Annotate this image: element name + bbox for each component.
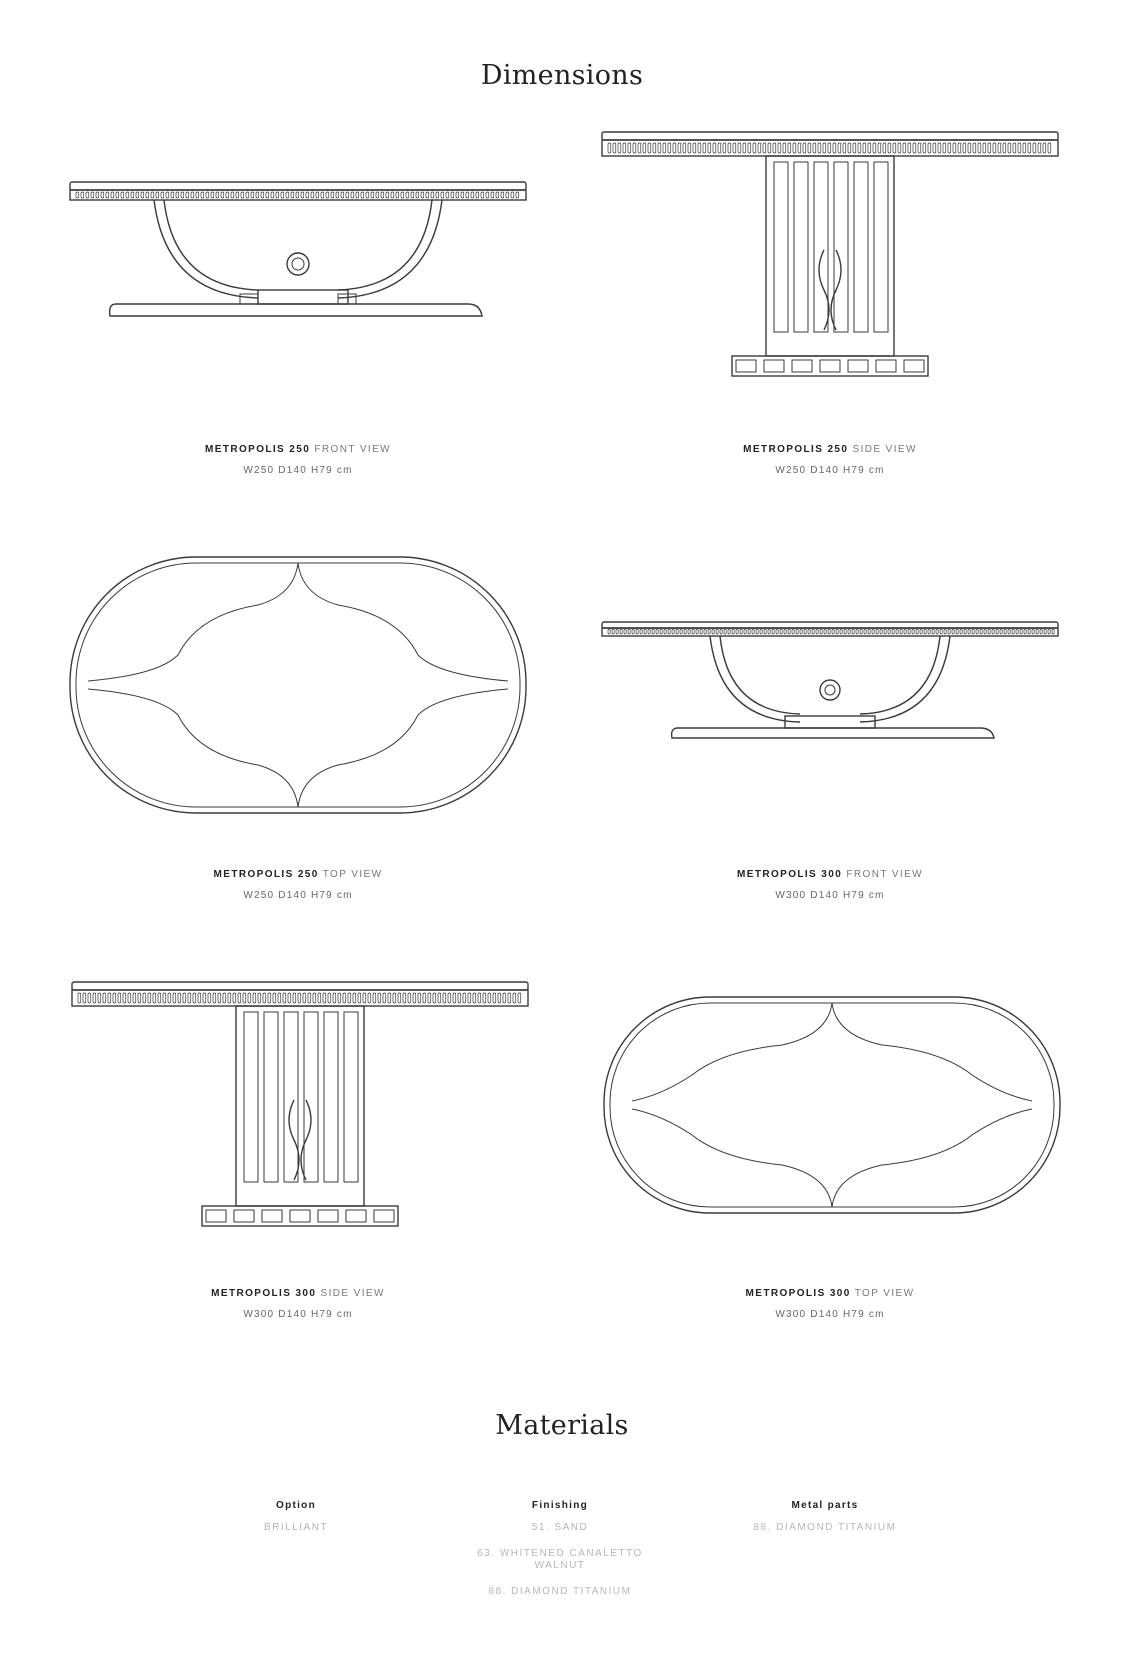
- caption-view: TOP VIEW: [322, 869, 383, 880]
- caption-dims: W250 D140 H79 cm: [243, 465, 353, 476]
- side-base-blocks: [736, 360, 924, 372]
- caption-view: FRONT VIEW: [846, 869, 923, 880]
- caption-dims: W300 D140 H79 cm: [775, 1309, 885, 1320]
- materials-column-option: [186, 1500, 406, 1548]
- caption-view: FRONT VIEW: [314, 444, 391, 455]
- caption-model: METROPOLIS 300: [737, 869, 843, 880]
- materials-column-metal-parts: [715, 1500, 935, 1548]
- caption-metropolis-300-side: [68, 1287, 528, 1322]
- metropolis-300-front-view-drawing: [600, 620, 1060, 750]
- caption-metropolis-250-top: [68, 868, 528, 903]
- materials-heading: Metal parts: [791, 1500, 859, 1511]
- caption-metropolis-250-side: [600, 443, 1060, 478]
- caption-view: SIDE VIEW: [320, 1288, 385, 1299]
- materials-column-finishing: [450, 1500, 670, 1612]
- caption-model: METROPOLIS 250: [205, 444, 311, 455]
- material-value[interactable]: BRILLIANT: [263, 1522, 329, 1533]
- material-value[interactable]: 51. SAND: [531, 1522, 589, 1533]
- caption-model: METROPOLIS 250: [213, 869, 319, 880]
- metropolis-300-top-view-drawing: [602, 995, 1062, 1215]
- caption-dims: W250 D140 H79 cm: [243, 890, 353, 901]
- caption-metropolis-300-top: [600, 1287, 1060, 1322]
- metropolis-250-front-view-drawing: [68, 180, 528, 330]
- caption-model: METROPOLIS 300: [211, 1288, 317, 1299]
- metropolis-250-side-view-drawing: [600, 130, 1060, 390]
- caption-model: METROPOLIS 250: [743, 444, 849, 455]
- materials-title: Materials: [495, 1410, 629, 1441]
- caption-dims: W300 D140 H79 cm: [775, 890, 885, 901]
- material-value[interactable]: 88. DIAMOND TITANIUM: [753, 1522, 897, 1533]
- material-value[interactable]: 63. WHITENED CANALETTO WALNUT: [477, 1548, 643, 1571]
- dimensions-title: Dimensions: [480, 60, 644, 91]
- metropolis-300-side-view-drawing: [70, 980, 530, 1240]
- caption-metropolis-300-front: [600, 868, 1060, 903]
- caption-metropolis-250-front: [68, 443, 528, 478]
- caption-dims: W300 D140 H79 cm: [243, 1309, 353, 1320]
- caption-dims: W250 D140 H79 cm: [775, 465, 885, 476]
- material-value[interactable]: 88. DIAMOND TITANIUM: [488, 1586, 632, 1597]
- caption-model: METROPOLIS 300: [745, 1288, 851, 1299]
- materials-heading: Option: [275, 1500, 316, 1511]
- materials-heading: Finishing: [531, 1500, 589, 1511]
- caption-view: SIDE VIEW: [852, 444, 917, 455]
- caption-view: TOP VIEW: [854, 1288, 915, 1299]
- metropolis-250-top-view-drawing: [68, 555, 528, 815]
